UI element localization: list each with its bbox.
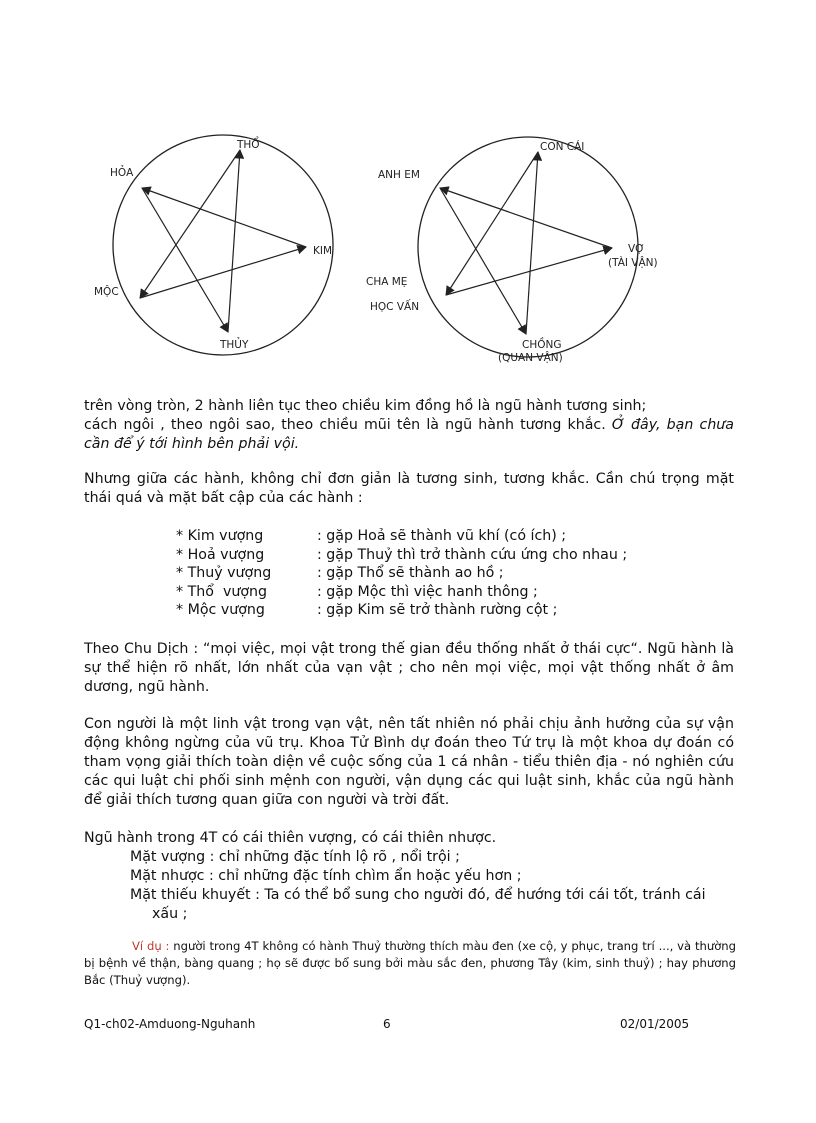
label-thuy: THỦY: [220, 339, 249, 351]
star-line: [228, 150, 240, 332]
rule-key: * Hoả vượng: [176, 546, 265, 563]
text-line: [84, 416, 734, 454]
family-relations-diagram: [360, 130, 680, 370]
rule-row: [176, 583, 627, 602]
rule-row: [176, 601, 627, 620]
aspect-item: Mặt vượng : chỉ những đặc tính lộ rõ , nổi trội ;: [130, 849, 460, 865]
footer-date: 02/01/2005: [620, 1017, 690, 1031]
paragraph-tu-binh: Con người là một linh vật trong vạn vật, nên tất nhiên nó phải chịu ảnh hưởng của sự vận động không ngừng của vũ trụ. Khoa Tử Bình dự đoán theo Tứ trụ là một khoa dự đoán có tham vọng giải thích toàn diện về cuộc sống của 1 cá nhân - tiểu thiên địa - nó nghiên cứu các qui luật chi phối sinh mệnh con người, vận dụng các qui luật sinh, khắc của ngũ hành để giải thích tương quan giữa con người và trời đất.: [84, 716, 734, 808]
star-line: [440, 188, 612, 248]
paragraph-excess: Nhưng giữa các hành, không chỉ đơn giản là tương sinh, tương khắc. Cần chú trọng mặt thái quá và mặt bất cập của các hành :: [84, 471, 734, 506]
label-hoc-van: HỌC VẤN: [370, 301, 420, 313]
aspect-item-cont: xấu ;: [152, 906, 188, 922]
star-line: [446, 152, 538, 295]
rule-value: : gặp Mộc thì việc hanh thông ;: [317, 583, 538, 600]
footer-doc-name: Q1-ch02-Amduong-Nguhanh: [84, 1017, 256, 1031]
star-line: [142, 188, 306, 247]
cycle-circle: [418, 137, 638, 357]
italic-note: Ở đây, bạn chưa cần để ý tới hình bên phải vội.: [84, 417, 734, 452]
aspect-item: Mặt nhược : chỉ những đặc tính chìm ẩn hoặc yếu hơn ;: [130, 868, 522, 884]
label-tai-van: (TÀI VẬN): [608, 257, 658, 269]
label-quan-van: (QUAN VẬN): [498, 352, 563, 364]
rule-value: : gặp Thổ sẽ thành ao hồ ;: [317, 565, 504, 582]
label-anh-em: ANH EM: [378, 169, 420, 181]
rule-row: [176, 546, 627, 565]
paragraph-4t: Ngũ hành trong 4T có cái thiên vượng, có cái thiên nhược.: [84, 830, 497, 846]
rule-value: : gặp Kim sẽ trở thành rường cột ;: [317, 602, 558, 619]
rule-row: [176, 527, 627, 546]
label-chong: CHỒNG: [522, 339, 562, 351]
star-line: [140, 150, 240, 298]
example-text: người trong 4T không có hành Thuỷ thường thích màu đen (xe cộ, y phục, trang trí ..., và thường bị bệnh về thận, bàng quang ; họ sẽ được bổ sung bởi màu sắc đen, phương Tây (kim, sinh thuỷ) ; hay phương Bắc (Thuỷ vượng).: [84, 939, 736, 987]
footer-page-number: 6: [383, 1017, 391, 1031]
five-elements-diagram: [80, 130, 360, 360]
label-moc: MỘC: [94, 286, 119, 298]
label-vo: VỢ: [628, 243, 645, 255]
example-note: [84, 938, 736, 989]
label-hoa: HỎA: [110, 167, 134, 179]
rule-key: * Thổ vượng: [176, 583, 268, 600]
rule-row: [176, 564, 627, 583]
rule-key: * Mộc vượng: [176, 602, 265, 619]
rule-key: * Kim vượng: [176, 528, 264, 544]
rule-value: : gặp Thuỷ thì trở thành cứu ứng cho nhau ;: [317, 546, 628, 563]
label-con-cai: CON CÁI: [540, 141, 585, 153]
aspect-list: [130, 848, 736, 924]
label-cha-me: CHA MẸ: [366, 276, 408, 288]
paragraph-intro: [84, 397, 734, 454]
star-line: [526, 152, 538, 334]
text-line: trên vòng tròn, 2 hành liên tục theo chiều kim đồng hồ là ngũ hành tương sinh;: [84, 398, 647, 414]
label-tho: THỔ: [237, 139, 260, 151]
rule-value: : gặp Hoả sẽ thành vũ khí (có ích) ;: [317, 528, 567, 544]
rules-list: [176, 527, 627, 620]
label-kim: KIM: [313, 245, 333, 257]
paragraph-chu-dich: Theo Chu Dịch : “mọi việc, mọi vật trong thế gian đều thống nhất ở thái cực“. Ngũ hành là sự thể hiện rõ nhất, lớn nhất của vạn vật ; cho nên mọi việc, mọi vật thống nhất ở âm dương, ngũ hành.: [84, 641, 734, 695]
star-line: [142, 188, 228, 332]
star-line: [140, 247, 306, 298]
text-span: cách ngôi , theo ngôi sao, theo chiều mũi tên là ngũ hành tương khắc.: [84, 417, 606, 433]
example-label: Ví dụ :: [132, 939, 170, 953]
aspect-item: Mặt thiếu khuyết : Ta có thể bổ sung cho người đó, để hướng tới cái tốt, tránh cái: [130, 887, 706, 903]
star-line: [440, 188, 526, 334]
rule-key: * Thuỷ vượng: [176, 565, 272, 582]
